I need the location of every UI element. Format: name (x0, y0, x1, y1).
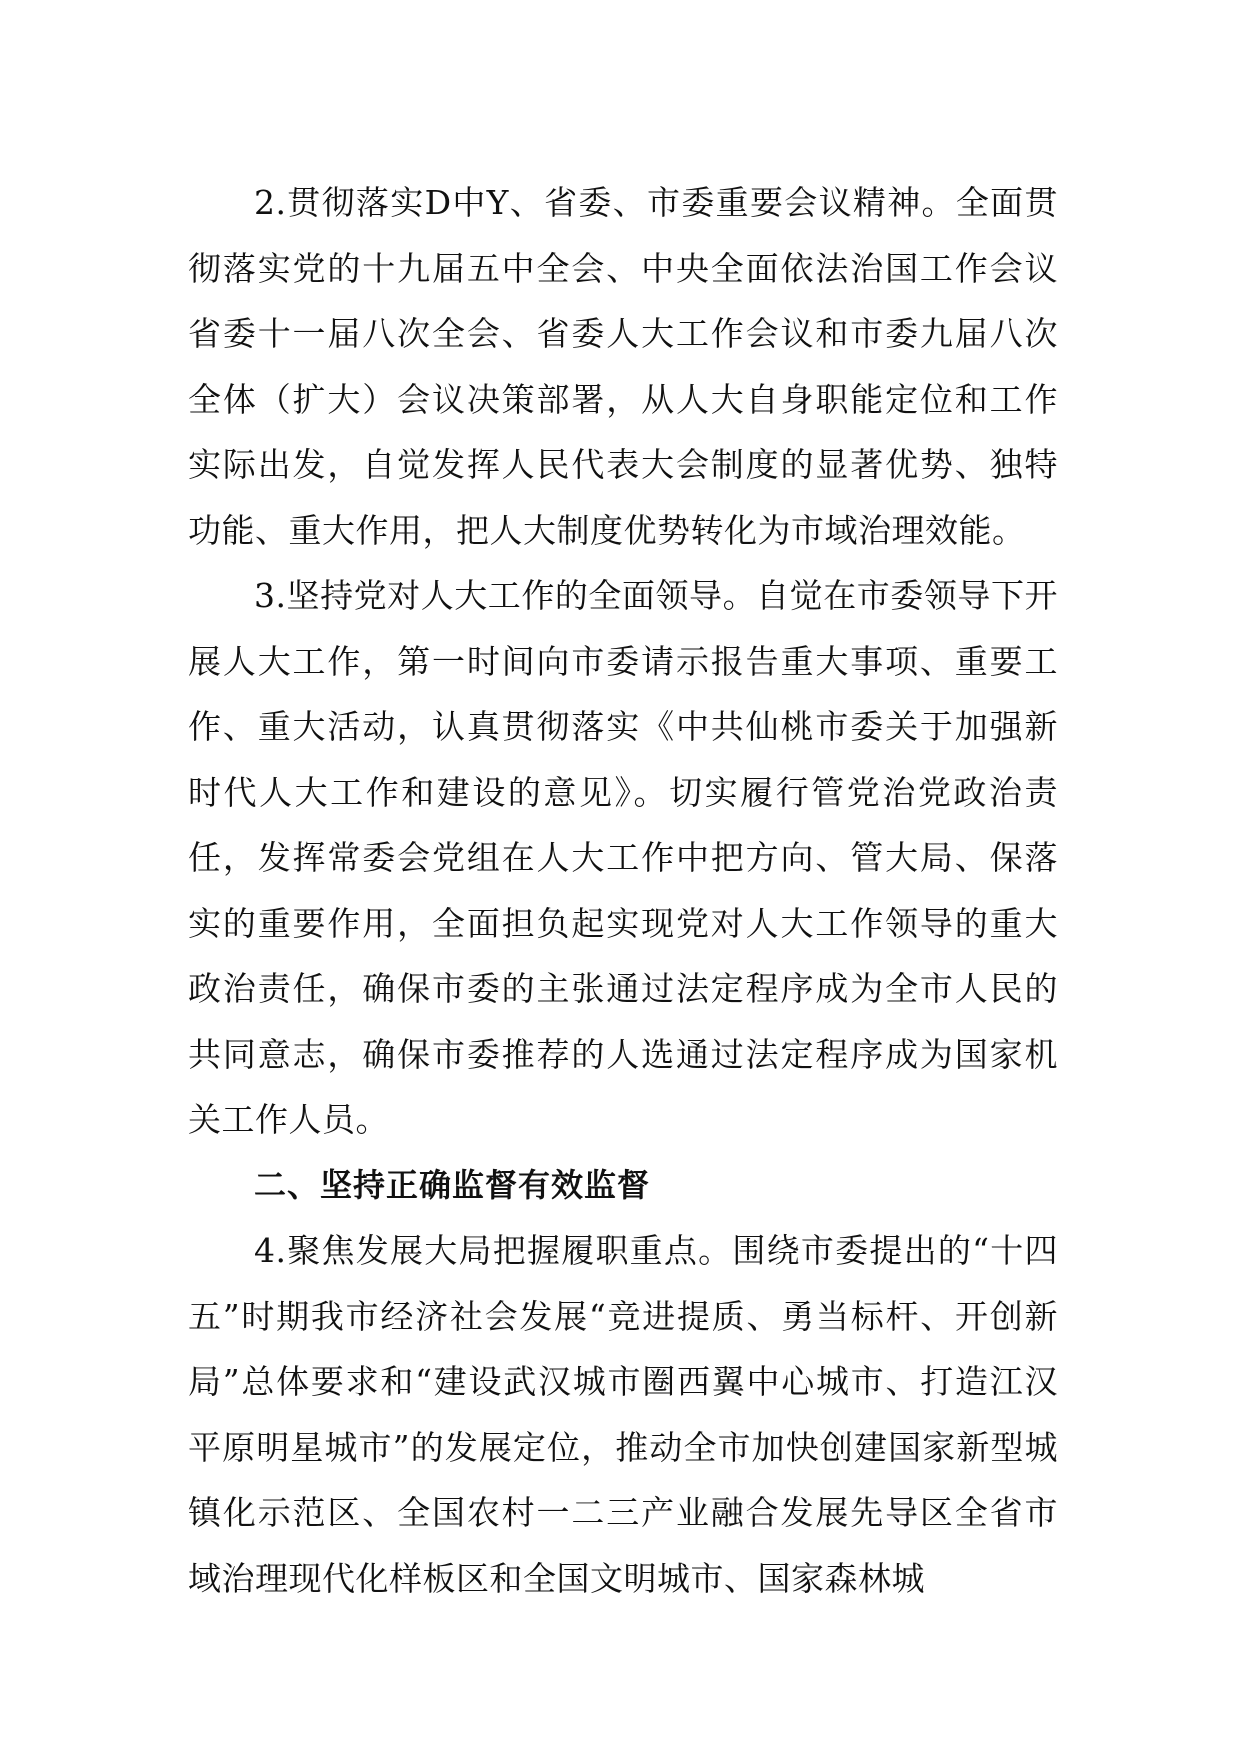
paragraph-item-2: 2.贯彻落实D中Y、省委、市委重要会议精神。全面贯彻落实党的十九届五中全会、中央全面依法治国工作会议省委十一届八次全会、省委人大工作会议和市委九届八次全体（扩大）会议决策部署，从人大自身职能定位和工作实际出发，自觉发挥人民代表大会制度的显著优势、独特功能、重大作用，把人大制度优势转化为市域治理效能。 (188, 183, 1058, 550)
paragraph-item-3: 3.坚持党对人大工作的全面领导。自觉在市委领导下开展人大工作，第一时间向市委请示报告重大事项、重要工作、重大活动，认真贯彻落实《中共仙桃市委关于加强新时代人大工作和建设的意见》。切实履行管党治党政治责任，发挥常委会党组在人大工作中把方向、管大局、保落实的重要作用，全面担负起实现党对人大工作领导的重大政治责任，确保市委的主张通过法定程序成为全市人民的共同意志，确保市委推荐的人选通过法定程序成为国家机关工作人员。 (188, 576, 1058, 1139)
section-heading: 二、坚持正确监督有效监督 (254, 1165, 651, 1204)
paragraph-item-4: 4.聚焦发展大局把握履职重点。围绕市委提出的“十四五”时期我市经济社会发展“竞进提质、勇当标杆、开创新局”总体要求和“建设武汉城市圈西翼中心城市、打造江汉平原明星城市”的发展定位，推动全市加快创建国家新型城镇化示范区、全国农村一二三产业融合发展先导区全省市域治理现代化样板区和全国文明城市、国家森林城 (188, 1231, 1058, 1598)
document-body (188, 170, 1058, 1611)
